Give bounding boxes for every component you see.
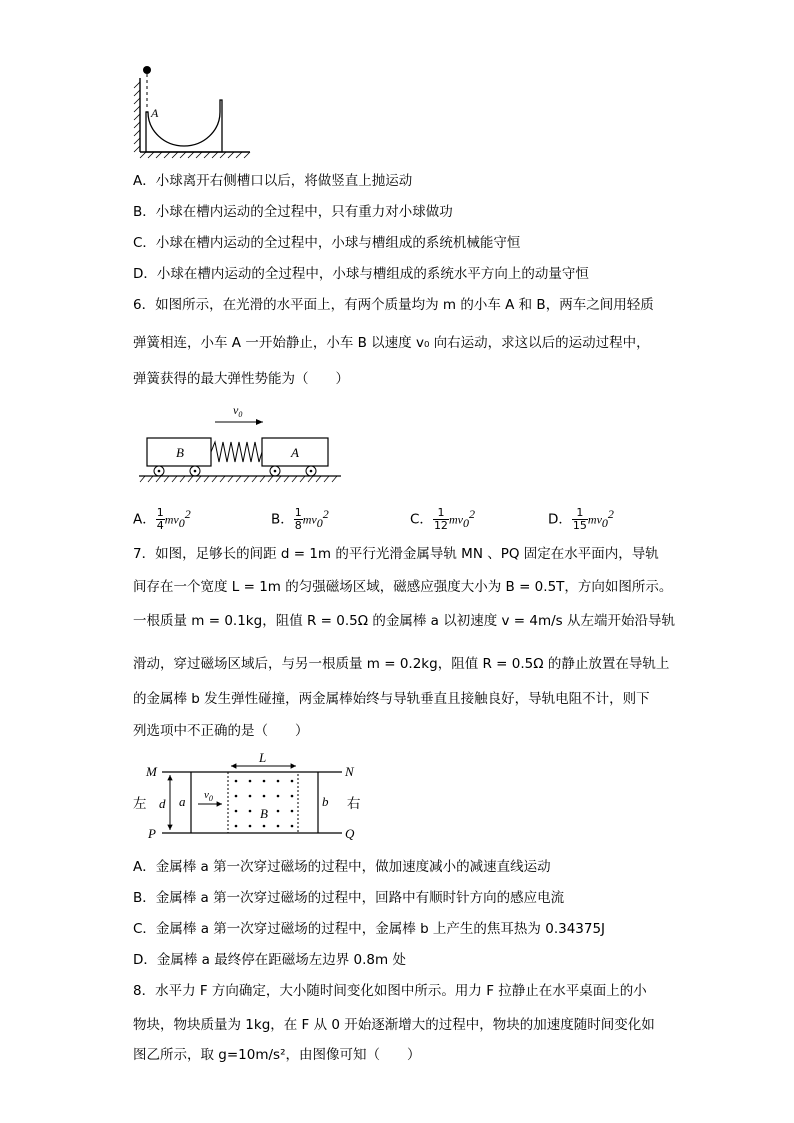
label-l: L — [259, 750, 267, 765]
q7-text-line-1: 7．如图，足够长的间距 d = 1m 的平行光滑金属导轨 MN 、PQ 固定在水平面内，导轨 — [133, 546, 659, 562]
point-a-label: A — [151, 106, 159, 120]
cart-b-label: B — [176, 445, 184, 460]
label-m: M — [146, 764, 157, 779]
q7-text-line-4: 滑动，穿过磁场区域后，与另一根质量 m = 0.2kg，阻值 R = 0.5Ω 的静止放置在导轨上 — [133, 656, 670, 672]
label-right: 右 — [347, 796, 361, 812]
label-d: d — [159, 796, 166, 811]
q8-text-line-1: 8．水平力 F 方向确定，大小随时间变化如图中所示。用力 F 拉静止在水平桌面上的小 — [133, 983, 647, 999]
label-left: 左 — [133, 796, 147, 812]
q7-text-line-2: 间存在一个宽度 L = 1m 的匀强磁场区域，磁感应强度大小为 B = 0.5T，方向如图所示。 — [133, 579, 673, 595]
q6-text-line-3: 弹簧获得的最大弹性势能为（ ） — [133, 371, 349, 387]
velocity-label: $v_0$ — [233, 403, 243, 419]
cart-a-label: A — [291, 445, 299, 460]
q6-option-a: A． $\frac{1}{4}$ $mv_0^2$ — [133, 506, 191, 532]
q5-option-c: C．小球在槽内运动的全过程中，小球与槽组成的系统机械能守恒 — [133, 235, 521, 251]
q6-option-b: B． $\frac{1}{8}$ $mv_0^2$ — [271, 506, 329, 532]
spring — [211, 442, 262, 462]
q7-option-d: D．金属棒 a 最终停在距磁场左边界 0.8m 处 — [133, 952, 406, 968]
label-q: Q — [345, 826, 355, 841]
q8-text-line-3: 图乙所示，取 g=10m/s²，由图像可知（ ） — [133, 1047, 421, 1063]
q8-text-line-2: 物块，物块质量为 1kg，在 F 从 0 开始逐渐增大的过程中，物块的加速度随时间变化如 — [133, 1017, 655, 1033]
q5-option-d: D．小球在槽内运动的全过程中，小球与槽组成的系统水平方向上的动量守恒 — [133, 266, 589, 282]
q7-text-line-3: 一根质量 m = 0.1kg，阻值 R = 0.5Ω 的金属棒 a 以初速度 v = 4m/s 从左端开始沿导轨 — [133, 613, 675, 629]
q7-option-c: C．金属棒 a 第一次穿过磁场的过程中，金属棒 b 上产生的焦耳热为 0.34375J — [133, 921, 606, 937]
q6-carts-figure — [135, 400, 345, 490]
q6-text-line-1: 6．如图所示，在光滑的水平面上，有两个质量均为 m 的小车 A 和 B，两车之间用轻质 — [133, 297, 654, 313]
q7-option-b: B．金属棒 a 第一次穿过磁场的过程中，回路中有顺时针方向的感应电流 — [133, 890, 565, 906]
q7-text-line-6: 列选项中不正确的是（ ） — [133, 723, 309, 739]
q5-option-a: A．小球离开右侧槽口以后，将做竖直上抛运动 — [133, 173, 413, 189]
q6-option-d: D． $\frac{1}{15}$ $mv_0^2$ — [548, 506, 614, 532]
q7-rails-figure — [130, 748, 370, 848]
label-v0: $v_0$ — [204, 789, 213, 803]
ball — [143, 66, 151, 74]
q7-option-a: A．金属棒 a 第一次穿过磁场的过程中，做加速度减小的减速直线运动 — [133, 859, 551, 875]
label-n: N — [345, 764, 354, 779]
q6-option-c: C． $\frac{1}{12}$ $mv_0^2$ — [410, 506, 475, 532]
q6-text-line-2: 弹簧相连，小车 A 一开始静止，小车 B 以速度 v₀ 向右运动，求这以后的运动过程中， — [133, 335, 650, 351]
label-p: P — [148, 826, 156, 841]
label-a: a — [179, 794, 186, 809]
label-b-rod: b — [322, 794, 329, 809]
q5-groove-figure — [120, 60, 260, 165]
label-b-field: B — [260, 806, 268, 821]
q5-option-b: B．小球在槽内运动的全过程中，只有重力对小球做功 — [133, 204, 453, 220]
q7-text-line-5: 的金属棒 b 发生弹性碰撞，两金属棒始终与导轨垂直且接触良好，导轨电阻不计，则下 — [133, 691, 650, 707]
